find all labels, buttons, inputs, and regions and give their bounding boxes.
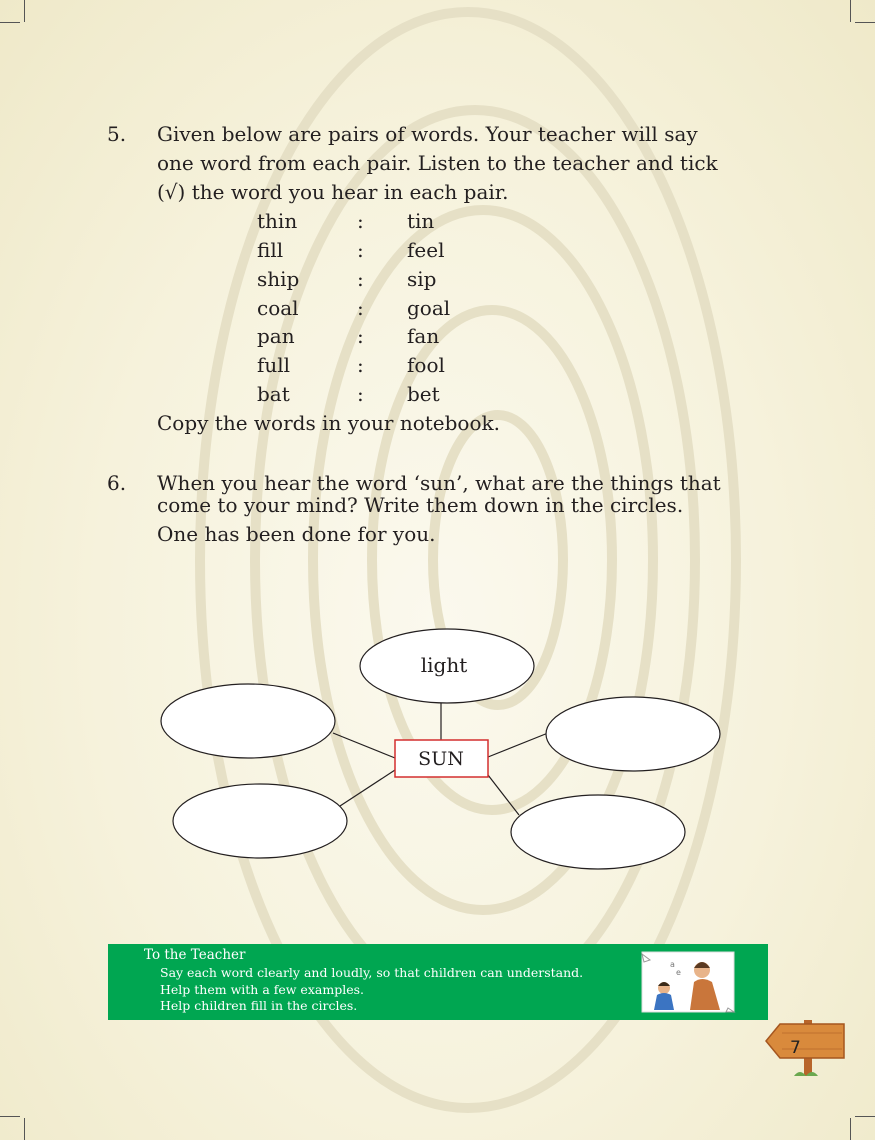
word-left[interactable]: bat (257, 382, 290, 406)
page-number-signpost (764, 1018, 848, 1080)
answer-bubble[interactable] (173, 784, 347, 858)
svg-text:a: a (670, 960, 675, 969)
center-word: SUN (418, 748, 464, 770)
word-right[interactable]: fool (407, 353, 445, 377)
word-right[interactable]: tin (407, 209, 435, 233)
question-text: come to your mind? Write them down in the circles. (157, 493, 684, 517)
teacher-note-title: To the Teacher (144, 947, 246, 963)
pair-separator: : (357, 296, 364, 320)
question-number: 5. (107, 122, 127, 146)
connector-line (488, 733, 548, 757)
page-number: 7 (790, 1038, 801, 1058)
answer-bubble[interactable] (161, 684, 335, 758)
answer-bubble[interactable] (546, 697, 720, 771)
svg-text:e: e (676, 968, 681, 977)
question-text: (√) the word you hear in each pair. (157, 180, 509, 204)
question-text: When you hear the word ‘sun’, what are the things that (157, 471, 721, 495)
word-right[interactable]: fan (407, 324, 440, 348)
connector-line (333, 733, 395, 758)
answer-bubble[interactable] (511, 795, 685, 869)
teacher-illustration (640, 950, 736, 1014)
pair-separator: : (357, 209, 364, 233)
question-text: One has been done for you. (157, 522, 436, 546)
word-right[interactable]: feel (407, 238, 445, 262)
word-left[interactable]: pan (257, 324, 295, 348)
word-left[interactable]: full (257, 353, 291, 377)
teacher-note-line: Help them with a few examples. (160, 982, 364, 997)
pair-separator: : (357, 382, 364, 406)
pair-separator: : (357, 324, 364, 348)
pair-separator: : (357, 353, 364, 377)
teacher-note-line: Help children fill in the circles. (160, 998, 358, 1013)
word-left[interactable]: ship (257, 267, 300, 291)
teacher-note-line: Say each word clearly and loudly, so that children can understand. (160, 965, 584, 980)
teacher-note (108, 944, 768, 1020)
word-right[interactable]: goal (407, 296, 451, 320)
example-word: light (420, 653, 468, 677)
question-text: Given below are pairs of words. Your teacher will say (157, 122, 698, 146)
pair-separator: : (357, 238, 364, 262)
connector-line (488, 775, 519, 815)
pair-separator: : (357, 267, 364, 291)
connector-line (340, 770, 395, 806)
word-left[interactable]: thin (257, 209, 298, 233)
word-left[interactable]: coal (257, 296, 299, 320)
word-left[interactable]: fill (257, 238, 284, 262)
question-number: 6. (107, 471, 127, 495)
question-text: one word from each pair. Listen to the teacher and tick (157, 151, 718, 175)
word-right[interactable]: sip (407, 267, 437, 291)
question-footer: Copy the words in your notebook. (157, 411, 500, 435)
word-right[interactable]: bet (407, 382, 440, 406)
